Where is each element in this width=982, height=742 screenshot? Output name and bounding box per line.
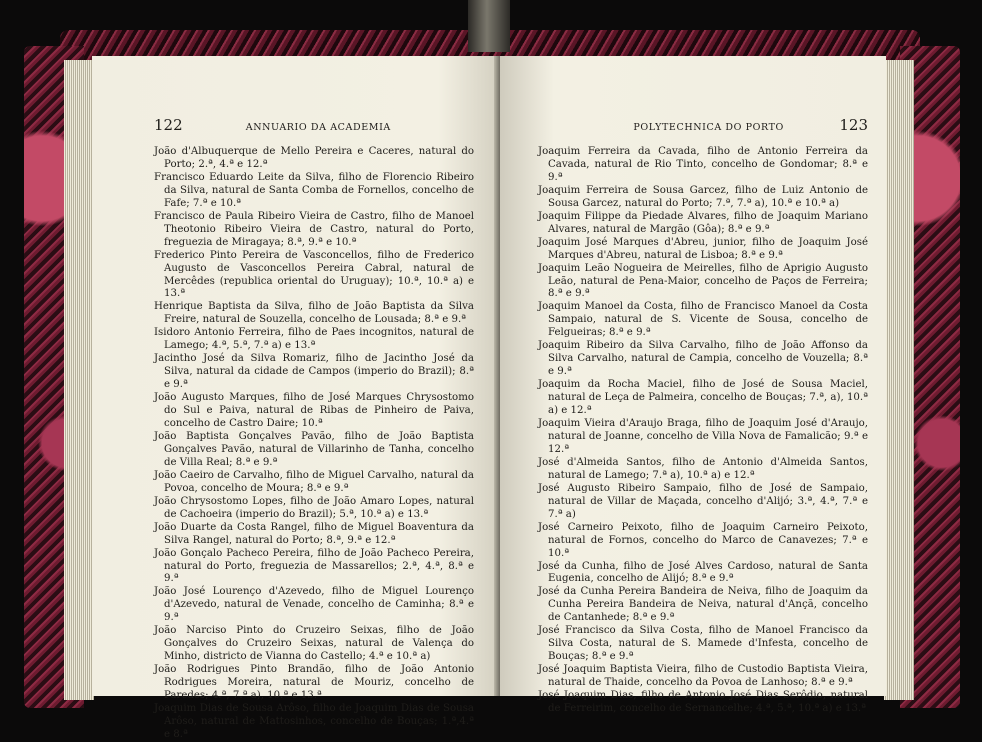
left-running-head — [154, 116, 474, 134]
register-entry: João Caeiro de Carvalho, filho de Miguel Carvalho, natural da Povoa, concelho de Moura; 8.ª e 9.ª — [154, 469, 474, 494]
register-entry: Francisco de Paula Ribeiro Vieira de Castro, filho de Manoel Theotonio Ribeiro Vieira de Castro, natural do Porto, freguezia de Miragaya; 8.ª, 9.ª e 10.ª — [154, 210, 474, 248]
register-entry: José Augusto Ribeiro Sampaio, filho de José de Sampaio, natural de Villar de Maçada, concelho d'Alijó; 3.ª, 4.ª, 7.ª e 7.ª a) — [538, 482, 868, 520]
register-entry: João Gonçalo Pacheco Pereira, filho de João Pacheco Pereira, natural do Porto, freguezia de Massarellos; 2.ª, 4.ª, 8.ª e 9.ª — [154, 547, 474, 585]
right-running-head — [538, 116, 868, 134]
register-entry: Francisco Eduardo Leite da Silva, filho de Florencio Ribeiro da Silva, natural de Santa Comba de Fornellos, concelho de Fafe; 7.ª e 10.ª — [154, 171, 474, 209]
register-entry: José da Cunha Pereira Bandeira de Neiva, filho de Joaquim da Cunha Pereira Bandeira de Neiva, natural d'Ançã, concelho de Cantanhede; 8.ª e 9.ª — [538, 586, 868, 624]
register-entry: Jacintho José da Silva Romariz, filho de Jacintho José da Silva, natural da cidade de Campos (imperio do Brazil); 8.ª e 9.ª — [154, 353, 474, 391]
register-entry: João Chrysostomo Lopes, filho de João Amaro Lopes, natural de Cachoeira (imperio do Brazil); 5.ª, 10.ª a) e 13.ª — [154, 495, 474, 520]
register-entry: José Francisco da Silva Costa, filho de Manoel Francisco da Silva Costa, natural de S. Mamede d'Infesta, concelho de Bouças; 8.ª e 9.ª — [538, 625, 868, 663]
register-entry: João José Lourenço d'Azevedo, filho de Miguel Lourenço d'Azevedo, natural de Venade, concelho de Caminha; 8.ª e 9.ª — [154, 586, 474, 624]
register-entry: Henrique Baptista da Silva, filho de João Baptista da Silva Freire, natural de Souzella, concelho de Lousada; 8.ª e 9.ª — [154, 301, 474, 326]
right-page-header: POLYTECHNICA DO PORTO — [633, 122, 784, 133]
register-entry: Joaquim da Rocha Maciel, filho de José de Sousa Maciel, natural de Leça de Palmeira, concelho de Bouças; 7.ª, a), 10.ª a) e 12.ª — [538, 379, 868, 417]
register-entry: Joaquim Filippe da Piedade Alvares, filho de Joaquim Mariano Alvares, natural de Margão (Gôa); 8.ª e 9.ª — [538, 210, 868, 235]
right-entries — [538, 146, 868, 716]
register-entry: João Duarte da Costa Rangel, filho de Miguel Boaventura da Silva Rangel, natural do Porto; 8.ª, 9.ª e 12.ª — [154, 521, 474, 546]
register-entry: Joaquim Leão Nogueira de Meirelles, filho de Aprigio Augusto Leão, natural de Pena-Maior, concelho de Paços de Ferreira; 8.ª e 9.ª — [538, 262, 868, 300]
right-page — [500, 56, 886, 714]
register-entry: João Rodrigues Pinto Brandão, filho de João Antonio Rodrigues Moreira, natural de Mouriz, concelho de Paredes; 4.ª, 7.ª a), 10.ª e 13.ª — [154, 664, 474, 702]
register-entry: José d'Almeida Santos, filho de Antonio d'Almeida Santos, natural de Lamego; 7.ª a), 10.ª a) e 12.ª — [538, 456, 868, 481]
register-entry: João d'Albuquerque de Mello Pereira e Caceres, natural do Porto; 2.ª, 4.ª e 12.ª — [154, 146, 474, 170]
register-entry: José Joaquim Dias, filho de Antonio José Dias Serôdio, natural de Ferreirim, concelho de Sernancelhe; 4.ª, 5.ª, 10.ª a) e 13.ª — [538, 690, 868, 714]
register-entry: João Augusto Marques, filho de José Marques Chrysostomo do Sul e Paiva, natural de Ribas de Pinheiro de Paiva, concelho de Castro Daire; 10.ª — [154, 392, 474, 430]
register-entry: Joaquim José Marques d'Abreu, junior, filho de Joaquim José Marques d'Abreu, natural de Lisboa; 8.ª e 9.ª — [538, 236, 868, 261]
left-page-number: 122 — [154, 116, 183, 134]
register-entry: Joaquim Ferreira de Sousa Garcez, filho de Luiz Antonio de Sousa Garcez, natural do Porto; 7.ª, 7.ª a), 10.ª e 10.ª a) — [538, 184, 868, 209]
register-entry: Joaquim Ferreira da Cavada, filho de Antonio Ferreira da Cavada, natural de Rio Tinto, concelho de Gondomar; 8.ª e 9.ª — [538, 146, 868, 183]
register-entry: José da Cunha, filho de José Alves Cardoso, natural de Santa Eugenia, concelho de Alijó; 8.ª e 9.ª — [538, 560, 868, 585]
right-page-number: 123 — [839, 116, 868, 134]
left-entries — [154, 146, 474, 742]
register-entry: Isidoro Antonio Ferreira, filho de Paes incognitos, natural de Lamego; 4.ª, 5.ª, 7.ª a) e 13.ª — [154, 327, 474, 352]
register-entry: Joaquim Dias de Sousa Arôso, filho de Joaquim Dias de Sousa Arôso, natural de Mattosinhos, concelho de Bouças; 1.ª,4.ª e 8.ª — [154, 702, 474, 740]
register-entry: Frederico Pinto Pereira de Vasconcellos, filho de Frederico Augusto de Vasconcellos Pereira Cabral, natural de Mercêdes (republica oriental do Uruguay); 10.ª, 10.ª a) e 13.ª — [154, 249, 474, 300]
register-entry: José Joaquim Baptista Vieira, filho de Custodio Baptista Vieira, natural de Thaide, concelho da Povoa de Lanhoso; 8.ª e 9.ª — [538, 664, 868, 689]
left-page-header: ANNUARIO DA ACADEMIA — [245, 122, 391, 133]
right-page-stack — [884, 60, 914, 700]
register-entry: Joaquim Vieira d'Araujo Braga, filho de Joaquim José d'Araujo, natural de Joanne, concelho de Villa Nova de Famalicão; 9.ª e 12.ª — [538, 418, 868, 455]
register-entry: João Baptista Gonçalves Pavão, filho de João Baptista Gonçalves Pavão, natural de Villarinho de Tanha, concelho de Villa Real; 8.ª e 9.ª — [154, 430, 474, 468]
register-entry: Joaquim Ribeiro da Silva Carvalho, filho de João Affonso da Silva Carvalho, natural de Campia, concelho de Vouzella; 8.ª e 9.ª — [538, 340, 868, 378]
register-entry: João Narciso Pinto do Cruzeiro Seixas, filho de João Gonçalves do Cruzeiro Seixas, natural de Valença do Minho, districto de Vianna do Castello; 4.ª e 10.ª a) — [154, 625, 474, 663]
register-entry: José Carneiro Peixoto, filho de Joaquim Carneiro Peixoto, natural de Fornos, concelho do Marco de Canavezes; 7.ª e 10.ª — [538, 521, 868, 559]
register-entry: Joaquim Manoel da Costa, filho de Francisco Manoel da Costa Sampaio, natural de S. Vicente de Sousa, concelho de Felgueiras; 8.ª e 9.ª — [538, 301, 868, 339]
book-spine — [468, 0, 510, 52]
left-page — [92, 56, 500, 740]
left-page-stack — [64, 60, 94, 700]
